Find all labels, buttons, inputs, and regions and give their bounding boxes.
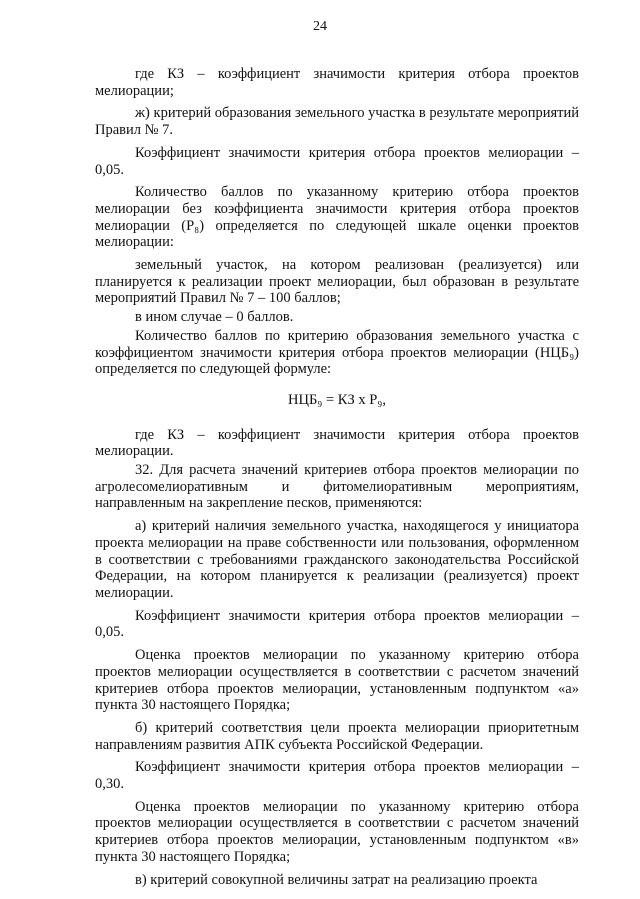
- page-number: 24: [313, 19, 327, 34]
- paragraph: Оценка проектов мелиорации по указанному критерию отбора проектов мелиорации осуществляется в соответствии с расчетом значений критериев отбора проектов мелиорации, установленным подпунктом «а» пункта 30 настоящего Порядка;: [95, 647, 579, 714]
- paragraph: а) критерий наличия земельного участка, находящегося у инициатора проекта мелиорации на праве собственности или пользования, оформленном в соответствии с требованиями гражданского законодательства Российской Федерации, на котором планируется к реализации (реализуется) проект мелиорации.: [95, 518, 579, 601]
- formula: НЦБ₉ = КЗ х Р₉,: [288, 391, 386, 408]
- paragraph: в ином случае – 0 баллов.: [135, 309, 294, 326]
- paragraph: где КЗ – коэффициент значимости критерия отбора проектов мелиорации;: [95, 66, 579, 99]
- paragraph: Количество баллов по критерию образования земельного участка с коэффициентом значимости критерия отбора проектов мелиорации (НЦБ₉) определяется по следующей формуле:: [95, 327, 579, 378]
- paragraph: Количество баллов по указанному критерию отбора проектов мелиорации без коэффициента значимости критерия отбора проектов мелиорации (Р₈) определяется по следующей шкале оценки проектов мелиорации:: [95, 184, 579, 251]
- paragraph: в) критерий совокупной величины затрат на реализацию проекта: [135, 871, 538, 888]
- paragraph: ж) критерий образования земельного участка в результате мероприятий Правил № 7.: [95, 105, 579, 139]
- paragraph: Коэффициент значимости критерия отбора проектов мелиорации – 0,05.: [95, 144, 579, 178]
- paragraph: где КЗ – коэффициент значимости критерия отбора проектов мелиорации.: [95, 426, 579, 460]
- document-body: [95, 66, 579, 888]
- paragraph: земельный участок, на котором реализован (реализуется) или планируется к реализации проект мелиорации, был образован в результате мероприятий Правил № 7 – 100 баллов;: [95, 257, 579, 307]
- paragraph: Оценка проектов мелиорации по указанному критерию отбора проектов мелиорации осуществляется в соответствии с расчетом значений критериев отбора проектов мелиорации, установленным подпунктом «в» пункта 30 настоящего Порядка;: [95, 798, 579, 865]
- paragraph: Коэффициент значимости критерия отбора проектов мелиорации – 0,30.: [95, 759, 579, 793]
- paragraph: Коэффициент значимости критерия отбора проектов мелиорации – 0,05.: [95, 607, 579, 641]
- paragraph: 32. Для расчета значений критериев отбора проектов мелиорации по агролесомелиоративным и фитомелиоративным мероприятиям, направленным на закрепление песков, применяются:: [95, 462, 579, 512]
- paragraph: б) критерий соответствия цели проекта мелиорации приоритетным направлениям развития АПК субъекта Российской Федерации.: [95, 719, 579, 753]
